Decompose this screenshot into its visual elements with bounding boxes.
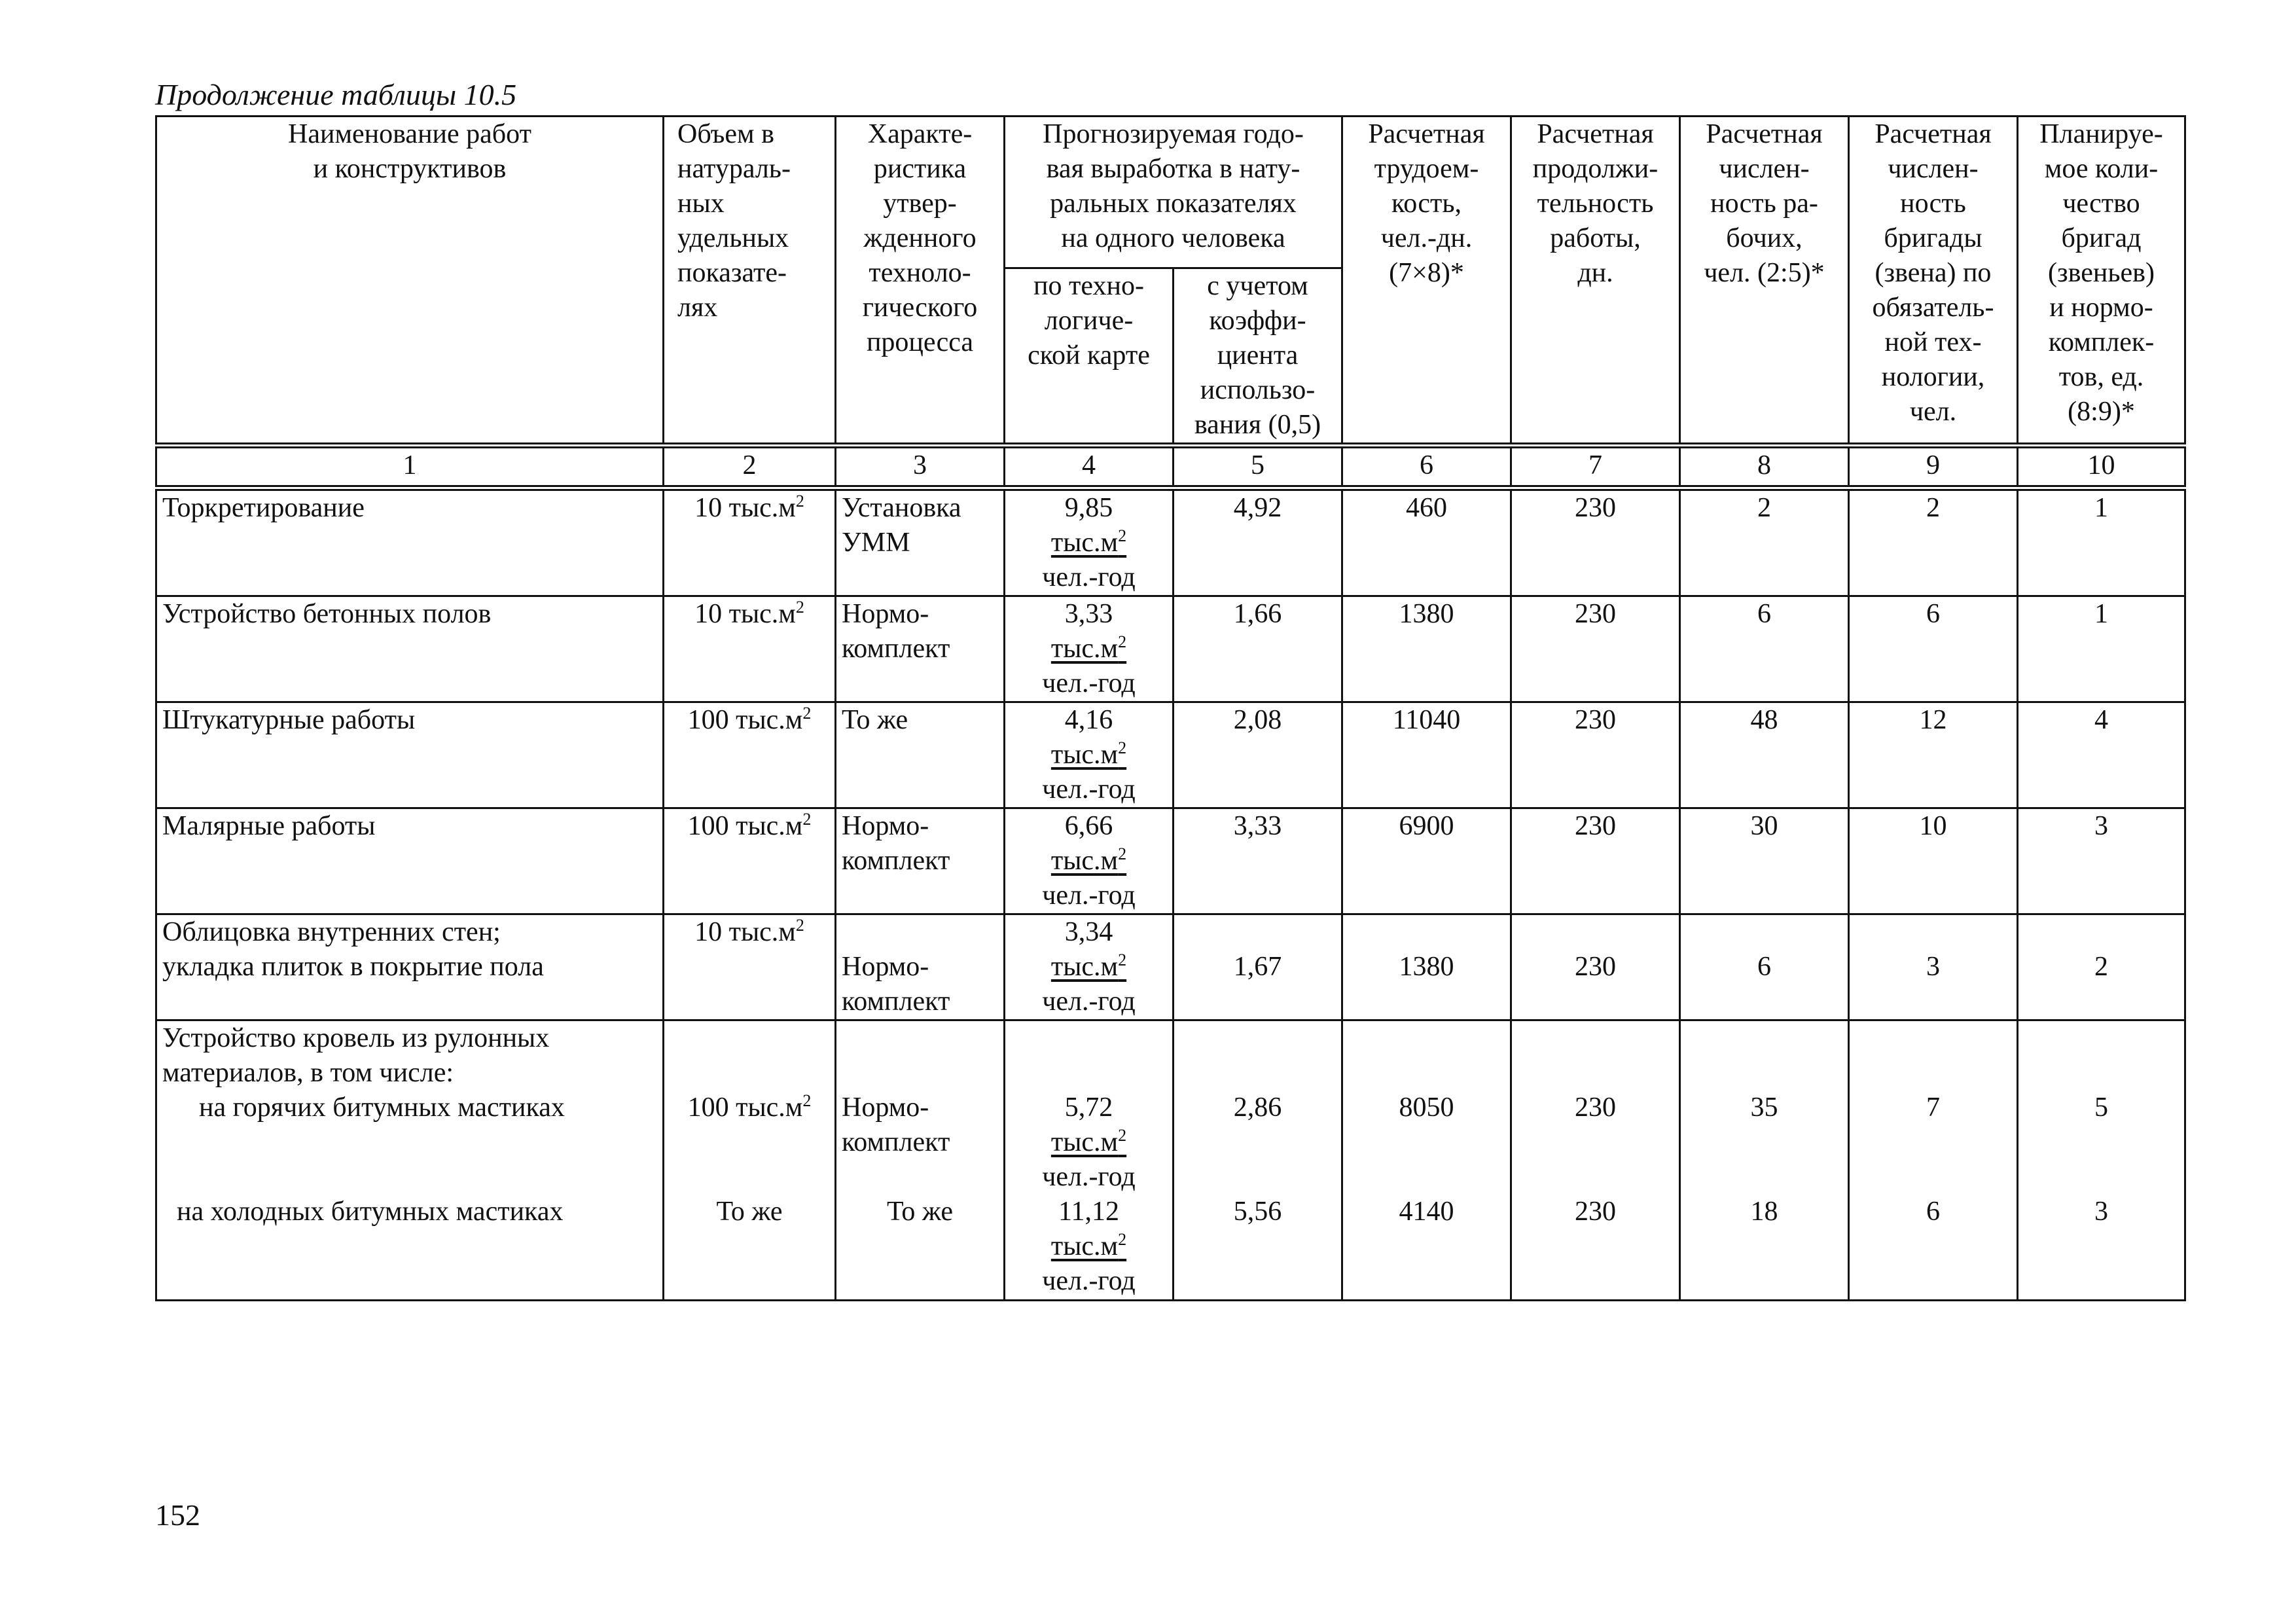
workers-cell: 6: [1680, 596, 1849, 702]
labor-cell: 6900: [1342, 808, 1511, 914]
technology-cell: Установка УММ: [836, 488, 1005, 596]
brigade-size-cell: 2: [1849, 488, 2018, 596]
brigade-count-cell: 3: [2018, 808, 2185, 914]
duration-cell: 230: [1511, 702, 1680, 808]
roofing-title: Устройство кровель из рулонных материалов, в том числе:: [162, 1023, 550, 1088]
workers-cell: 30: [1680, 808, 1849, 914]
header-brigade-size: Расчетная числен- ность бригады (звена) по обязатель- ной тех- нологии, чел.: [1849, 117, 2018, 446]
brigade-size-cell: 6: [1849, 596, 2018, 702]
column-number: 10: [2018, 446, 2185, 488]
work-name: Малярные работы: [156, 808, 664, 914]
table-row: [156, 914, 2185, 1020]
header-workers: Расчетная числен- ность ра- бочих, чел. (2:5)*: [1680, 117, 1849, 446]
workers-cell: 48: [1680, 702, 1849, 808]
duration-cell: 230: [1511, 596, 1680, 702]
brigade-size-cell: 12: [1849, 702, 2018, 808]
header-duration: Расчетная продолжи- тельность работы, дн.: [1511, 117, 1680, 446]
header-row-1: [156, 117, 2185, 268]
volume-cell: 10 $тыс.м^2$: [664, 488, 836, 596]
technology-cell: Нормо- комплект То же: [836, 1020, 1005, 1301]
column-number: 6: [1342, 446, 1511, 488]
labor-cell: 1380: [1342, 914, 1511, 1020]
technology-cell: Нормо- комплект: [836, 596, 1005, 702]
column-number: 7: [1511, 446, 1680, 488]
header-labor-intensity: Расчетная трудоем- кость, чел.-дн. (7×8)*: [1342, 117, 1511, 446]
roofing-hot-name: на горячих битумных мастиках: [199, 1092, 565, 1123]
brigade-count-cell: 1: [2018, 596, 2185, 702]
brigade-size-cell: 3: [1849, 914, 2018, 1020]
header-by-tech-card: по техно- логиче- ской карте: [1005, 268, 1174, 446]
workers-cell: 2: [1680, 488, 1849, 596]
header-volume: Объем в натураль- ных удельных показате- лях: [664, 117, 836, 446]
table-row: [156, 488, 2185, 596]
duration-cell: 230: [1511, 808, 1680, 914]
output-with-coef: 4,92: [1174, 488, 1342, 596]
header-brigade-count: Планируе- мое коли- чество бригад (звеньев) и нормо- комплек- тов, ед. (8:9)*: [2018, 117, 2185, 446]
technology-cell: То же: [836, 702, 1005, 808]
output-tech-card: 9,85 $тыс.м^2$ чел.-год: [1005, 488, 1174, 596]
work-name: Облицовка внутренних стен; укладка плиток в покрытие пола: [156, 914, 664, 1020]
brigade-count-cell: 1: [2018, 488, 2185, 596]
header-name: Наименование работ и конструктивов: [156, 117, 664, 446]
work-name: Торкретирование: [156, 488, 664, 596]
output-with-coef: 1,66: [1174, 596, 1342, 702]
brigade-size-cell: 10: [1849, 808, 2018, 914]
table-caption: Продолжение таблицы 10.5: [155, 78, 517, 111]
volume-cell: 100 $тыс.м^2$ То же: [664, 1020, 836, 1301]
labor-cell: 460: [1342, 488, 1511, 596]
brigade-count-cell: 4: [2018, 702, 2185, 808]
output-tech-card: 4,16 $тыс.м^2$ чел.-год: [1005, 702, 1174, 808]
column-number: 1: [156, 446, 664, 488]
header-technology: Характе- ристика утвер- жденного техноло- гического процесса: [836, 117, 1005, 446]
labor-cell: 8050 4140: [1342, 1020, 1511, 1301]
brigade-count-cell: 5 3: [2018, 1020, 2185, 1301]
column-number: 3: [836, 446, 1005, 488]
table-row: [156, 702, 2185, 808]
output-tech-card: 5,72 $тыс.м^2$ чел.-год 11,12 $тыс.м^2$ чел.-год: [1005, 1020, 1174, 1301]
output-with-coef: 2,08: [1174, 702, 1342, 808]
table-row: [156, 596, 2185, 702]
output-tech-card: 6,66 $тыс.м^2$ чел.-год: [1005, 808, 1174, 914]
volume-cell: 100 $тыс.м^2$: [664, 702, 836, 808]
table-row-roofing: [156, 1020, 2185, 1301]
page-number: 152: [155, 1498, 200, 1532]
workers-cell: 35 18: [1680, 1020, 1849, 1301]
volume-cell: 10 $тыс.м^2$: [664, 596, 836, 702]
brigade-size-cell: 7 6: [1849, 1020, 2018, 1301]
header-forecast-output: Прогнозируемая годо- вая выработка в нату- ральных показателях на одного человека: [1005, 117, 1342, 268]
column-number: 5: [1174, 446, 1342, 488]
work-name: Устройство бетонных полов: [156, 596, 664, 702]
roofing-cold-name: на холодных битумных мастиках: [177, 1197, 564, 1227]
technology-cell: Нормо- комплект: [836, 808, 1005, 914]
column-number: 2: [664, 446, 836, 488]
technology-cell: Нормо- комплект: [836, 914, 1005, 1020]
labor-cell: 11040: [1342, 702, 1511, 808]
column-number: 9: [1849, 446, 2018, 488]
labor-cell: 1380: [1342, 596, 1511, 702]
column-number: 4: [1005, 446, 1174, 488]
work-name-roofing: [156, 1020, 664, 1301]
header-with-coefficient: с учетом коэффи- циента использо- вания (0,5): [1174, 268, 1342, 446]
column-numbers-row: [156, 446, 2185, 488]
column-number: 8: [1680, 446, 1849, 488]
data-table: [155, 115, 2186, 1301]
output-with-coef: 2,86 5,56: [1174, 1020, 1342, 1301]
output-with-coef: 1,67: [1174, 914, 1342, 1020]
output-tech-card: 3,34 $тыс.м^2$ чел.-год: [1005, 914, 1174, 1020]
output-tech-card: 3,33 $тыс.м^2$ чел.-год: [1005, 596, 1174, 702]
table-row: [156, 808, 2185, 914]
duration-cell: 230 230: [1511, 1020, 1680, 1301]
work-name: Штукатурные работы: [156, 702, 664, 808]
workers-cell: 6: [1680, 914, 1849, 1020]
duration-cell: 230: [1511, 914, 1680, 1020]
volume-cell: 100 $тыс.м^2$: [664, 808, 836, 914]
brigade-count-cell: 2: [2018, 914, 2185, 1020]
output-with-coef: 3,33: [1174, 808, 1342, 914]
duration-cell: 230: [1511, 488, 1680, 596]
volume-cell: 10 $тыс.м^2$: [664, 914, 836, 1020]
